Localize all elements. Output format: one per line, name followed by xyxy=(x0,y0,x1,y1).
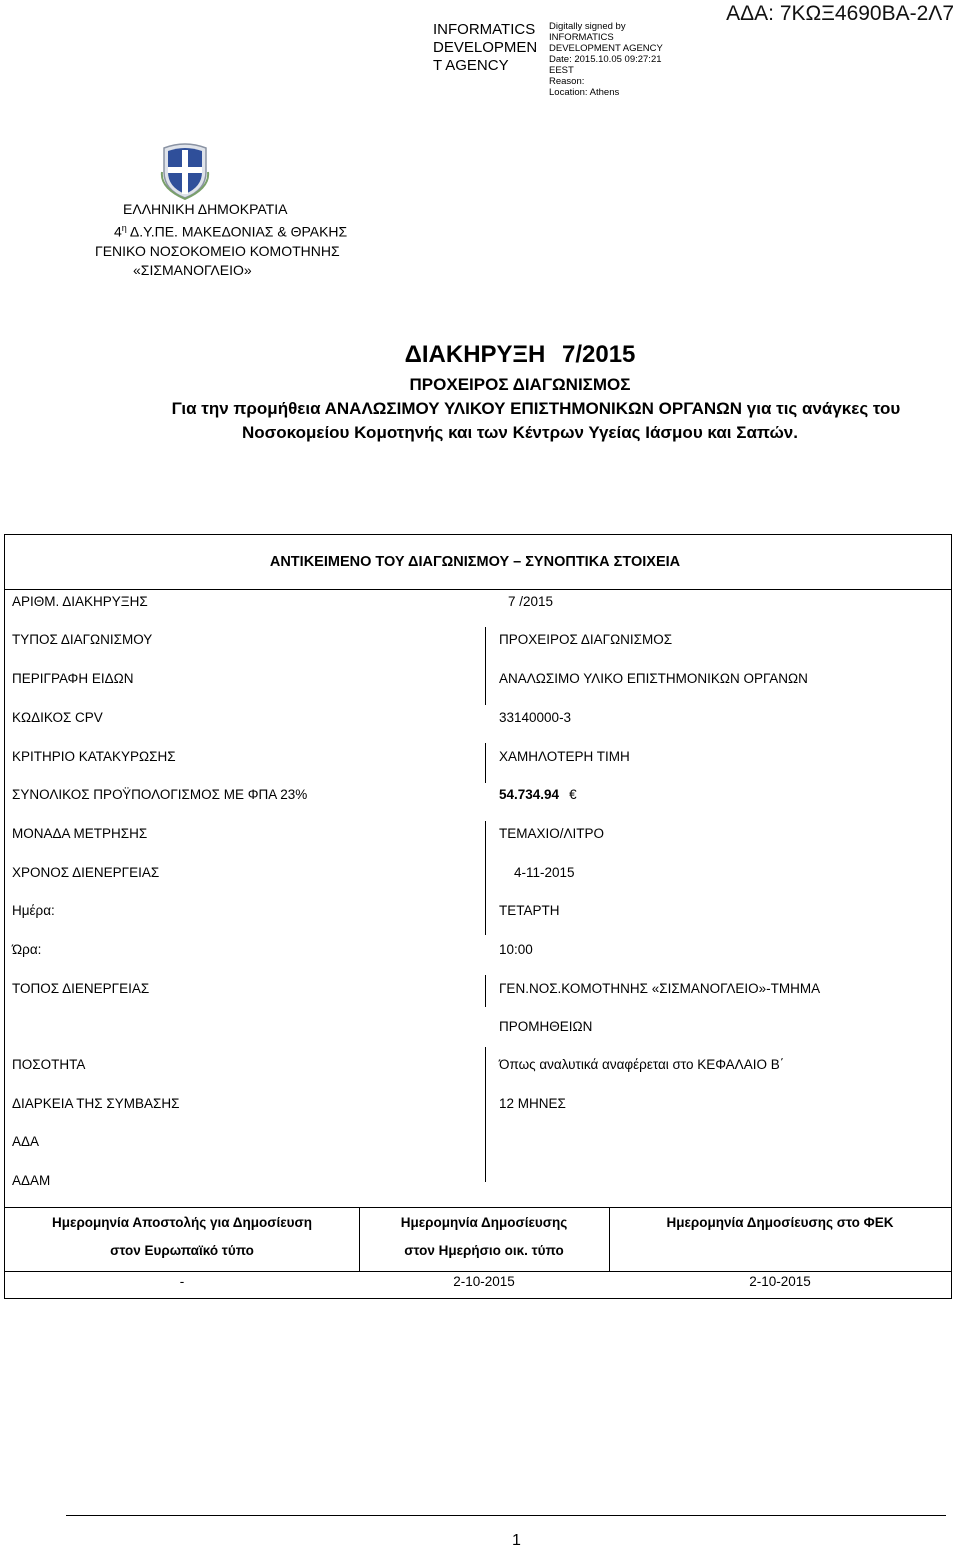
signature-detail-line: DEVELOPMENT AGENCY xyxy=(549,43,663,54)
issuer-line-2 xyxy=(114,219,347,242)
signature-detail-line: Date: 2015.10.05 09:27:21 xyxy=(549,54,662,65)
label-hour: Ώρα: xyxy=(12,942,42,957)
value-cpv-code: 33140000-3 xyxy=(499,710,572,725)
budget-amount: 54.734.94 xyxy=(499,787,560,802)
value-execution-date: 4-11-2015 xyxy=(514,865,575,880)
label-unit-of-measure: ΜΟΝΑΔΑ ΜΕΤΡΗΣΗΣ xyxy=(12,826,148,841)
issuer-block xyxy=(95,200,348,280)
signature-agency-line: DEVELOPMEN xyxy=(433,39,538,56)
issuer-line-2-rest: Δ.Υ.ΠΕ. ΜΑΚΕΔΟΝΙΑΣ & ΘΡΑΚΗΣ xyxy=(126,223,348,240)
signature-agency-line: INFORMATICS xyxy=(433,21,536,38)
value-unit-of-measure: ΤΕΜΑΧΙΟ/ΛΙΤΡΟ xyxy=(499,826,605,841)
label-tender-type: ΤΥΠΟΣ ΔΙΑΓΩΝΙΣΜΟΥ xyxy=(12,632,153,647)
header-daily-press-publication xyxy=(359,1209,609,1265)
procurement-description-2: Νοσοκομείου Κομοτηνής και των Κέντρων Υγείας Ιάσμου και Σαπών. xyxy=(242,423,798,442)
label-item-description: ΠΕΡΙΓΡΑΦΗ ΕΙΔΩΝ xyxy=(12,671,134,686)
label-award-criterion: ΚΡΙΤΗΡΙΟ ΚΑΤΑΚΥΡΩΣΗΣ xyxy=(12,749,176,764)
label-execution-place: ΤΟΠΟΣ ΔΙΕΝΕΡΓΕΙΑΣ xyxy=(12,981,150,996)
issuer-line-4: «ΣΙΣΜΑΝΟΓΛΕΙΟ» xyxy=(133,261,252,278)
issuer-line-1: ΕΛΛΗΝΙΚΗ ΔΗΜΟΚΡΑΤΙΑ xyxy=(123,201,288,217)
label-ada: ΑΔΑ xyxy=(12,1134,40,1149)
column-divider xyxy=(485,743,486,783)
header-daily-press-line: στον Ημερήσιο οικ. τύπο xyxy=(404,1243,564,1258)
document-title: ΔΙΑΚΗΡΥΞΗ 7/2015 xyxy=(404,341,636,368)
euro-icon: € xyxy=(569,787,577,802)
table-divider xyxy=(5,1271,951,1272)
value-award-criterion: ΧΑΜΗΛΟΤΕΡΗ ΤΙΜΗ xyxy=(499,749,630,764)
value-execution-place: ΓΕΝ.ΝΟΣ.ΚΟΜΟΤΗΝΗΣ «ΣΙΣΜΑΝΟΓΛΕΙΟ»-ΤΜΗΜΑ xyxy=(499,981,821,996)
value-quantity: Όπως αναλυτικά αναφέρεται στο ΚΕΦΑΛΑΙΟ Β΄ xyxy=(499,1057,785,1072)
signature-details xyxy=(549,21,663,98)
label-adam: ΑΔΑΜ xyxy=(12,1173,51,1188)
value-eu-publication: - xyxy=(179,1274,185,1289)
label-execution-time: ΧΡΟΝΟΣ ΔΙΕΝΕΡΓΕΙΑΣ xyxy=(12,865,160,880)
value-item-description: ΑΝΑΛΩΣΙΜΟ ΥΛΙΚΟ ΕΠΙΣΤΗΜΟΝΙΚΩΝ ΟΡΓΑΝΩΝ xyxy=(499,671,808,686)
header-fek-line: Ημερομηνία Δημοσίευσης στο ΦΕΚ xyxy=(666,1215,894,1230)
value-execution-place-cont: ΠΡΟΜΗΘΕΙΩΝ xyxy=(499,1019,593,1034)
procedure-type: ΠΡΟΧΕΙΡΟΣ ΔΙΑΓΩΝΙΣΜΟΣ xyxy=(409,375,631,394)
value-fek-publication: 2-10-2015 xyxy=(749,1274,811,1289)
value-day: ΤΕΤΑΡΤΗ xyxy=(499,903,560,918)
greek-emblem-icon xyxy=(156,142,214,200)
signature-detail-line: INFORMATICS xyxy=(549,32,614,43)
header-eu-publication-line: Ημερομηνία Αποστολής για Δημοσίευση xyxy=(52,1215,312,1230)
issuer-line-2-sup: η xyxy=(121,223,127,233)
footer-rule xyxy=(66,1515,946,1516)
label-tender-number: ΑΡΙΘΜ. ΔΙΑΚΗΡΥΞΗΣ xyxy=(12,594,148,609)
summary-table xyxy=(4,534,952,1299)
header-eu-publication-line: στον Ευρωπαϊκό τύπο xyxy=(110,1243,254,1258)
value-hour: 10:00 xyxy=(499,942,533,957)
signature-agency-name xyxy=(433,21,537,75)
value-tender-number: 7 /2015 xyxy=(508,594,554,609)
column-divider xyxy=(485,627,486,705)
value-contract-duration: 12 ΜΗΝΕΣ xyxy=(499,1096,566,1111)
label-cpv-code: ΚΩΔΙΚΟΣ CPV xyxy=(12,710,103,725)
header-daily-press-line: Ημερομηνία Δημοσίευσης xyxy=(400,1215,568,1230)
value-total-budget xyxy=(499,787,577,802)
signature-detail-line: Reason: xyxy=(549,76,585,87)
column-divider xyxy=(485,975,486,1007)
header-eu-publication xyxy=(5,1209,359,1265)
label-total-budget: ΣΥΝΟΛΙΚΟΣ ΠΡΟΫΠΟΛΟΓΙΣΜΟΣ ΜΕ ΦΠΑ 23% xyxy=(12,787,308,802)
label-quantity: ΠΟΣΟΤΗΤΑ xyxy=(12,1057,86,1072)
page-number: 1 xyxy=(512,1532,521,1549)
table-heading: ΑΝΤΙΚΕΙΜΕΝΟ ΤΟΥ ΔΙΑΓΩΝΙΣΜΟΥ – ΣΥΝΟΠΤΙΚΑ ΣΤΟΙΧΕΙΑ xyxy=(269,554,681,570)
label-contract-duration: ΔΙΑΡΚΕΙΑ ΤΗΣ ΣΥΜΒΑΣΗΣ xyxy=(12,1096,180,1111)
header-fek-publication xyxy=(609,1209,951,1237)
table-divider xyxy=(5,1207,951,1208)
label-day: Ημέρα: xyxy=(12,903,55,918)
column-divider xyxy=(485,1047,486,1182)
ada-header: ΑΔΑ: 7ΚΩΞ4690ΒΑ-2Λ7 xyxy=(726,2,954,25)
issuer-line-3: ΓΕΝΙΚΟ ΝΟΣΟΚΟΜΕΙΟ ΚΟΜΟΤΗΝΗΣ xyxy=(95,242,340,259)
issuer-line-2-number: 4 xyxy=(114,223,122,240)
value-daily-press-publication: 2-10-2015 xyxy=(453,1274,515,1289)
value-tender-type: ΠΡΟΧΕΙΡΟΣ ΔΙΑΓΩΝΙΣΜΟΣ xyxy=(499,632,673,647)
signature-agency-line: T AGENCY xyxy=(433,57,509,74)
table-divider xyxy=(5,589,951,590)
signature-detail-line: Digitally signed by xyxy=(549,21,626,32)
signature-detail-line: Location: Athens xyxy=(549,87,620,98)
signature-detail-line: EEST xyxy=(549,65,574,76)
procurement-description-1: Για την προμήθεια ΑΝΑΛΩΣΙΜΟΥ ΥΛΙΚΟΥ ΕΠΙΣΤΗΜΟΝΙΚΩΝ ΟΡΓΑΝΩΝ για τις ανάγκες του xyxy=(171,399,901,418)
column-divider xyxy=(485,821,486,935)
